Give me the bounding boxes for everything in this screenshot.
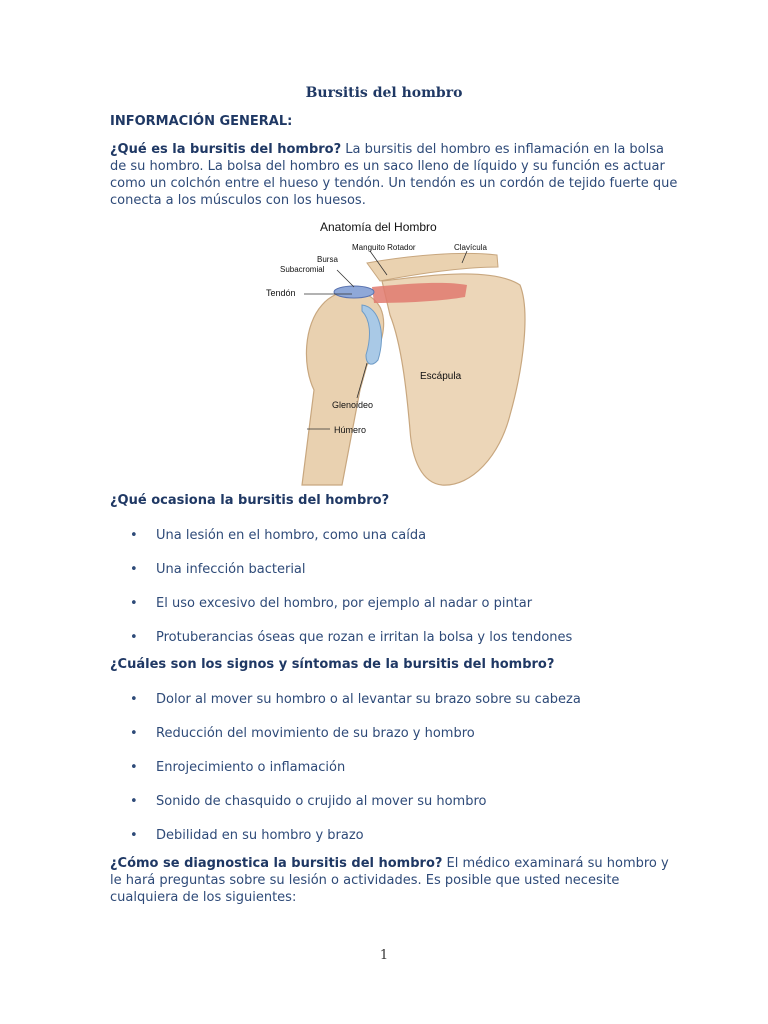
label-escapula: Escápula	[420, 371, 462, 382]
intro-paragraph	[110, 141, 680, 209]
shoulder-anatomy-figure	[262, 215, 532, 490]
list-item: • Enrojecimiento o inflamación	[110, 759, 581, 793]
list-item: • Una lesión en el hombro, como una caída	[110, 527, 572, 561]
bursa-shape	[334, 286, 374, 298]
label-bursa-1: Bursa	[317, 255, 338, 264]
label-bursa-2: Subacromial	[280, 265, 325, 274]
intro-text: La bursitis del hombro es inflamación en la bolsa de su hombro. La bolsa del hombro es un saco lleno de líquido y su función es actuar como un colchón entre el hueso y tendón. Un tendón es un cordón de tejido fuerte que conecta a los músculos con los huesos.	[110, 142, 678, 208]
document-title: Bursitis del hombro	[305, 85, 463, 101]
list-item: • Debilidad en su hombro y brazo	[110, 827, 581, 861]
list-item: • Una infección bacterial	[110, 561, 572, 595]
diagnosis-paragraph	[110, 855, 680, 906]
intro-question: ¿Qué es la bursitis del hombro?	[110, 142, 342, 157]
symptoms-list	[110, 691, 581, 861]
label-humero: Húmero	[334, 425, 367, 435]
list-item: • Sonido de chasquido o crujido al mover su hombro	[110, 793, 581, 827]
label-clavicula: Clavícula	[454, 243, 487, 252]
label-tendon: Tendón	[266, 288, 296, 298]
label-manguito: Manguito Rotador	[352, 243, 416, 252]
list-item: • El uso excesivo del hombro, por ejemplo al nadar o pintar	[110, 595, 572, 629]
label-glenoideo: Glenoideo	[332, 400, 374, 410]
page-number: 1	[379, 948, 389, 963]
list-item: • Reducción del movimiento de su brazo y hombro	[110, 725, 581, 759]
general-info-heading: INFORMACIÓN GENERAL:	[110, 114, 293, 129]
causes-list	[110, 527, 572, 663]
list-item: • Protuberancias óseas que rozan e irritan la bolsa y los tendones	[110, 629, 572, 663]
symptoms-heading: ¿Cuáles son los signos y síntomas de la bursitis del hombro?	[110, 657, 555, 672]
list-item: • Dolor al mover su hombro o al levantar su brazo sobre su cabeza	[110, 691, 581, 725]
causes-heading: ¿Qué ocasiona la bursitis del hombro?	[110, 493, 390, 508]
diagnosis-text: El médico examinará su hombro y le hará preguntas sobre su lesión o actividades. Es posible que usted necesite cualquiera de los siguientes:	[110, 856, 669, 905]
diagnosis-question: ¿Cómo se diagnostica la bursitis del hombro?	[110, 856, 443, 871]
shoulder-anatomy-illustration	[262, 215, 532, 490]
figure-title: Anatomía del Hombro	[320, 220, 437, 234]
